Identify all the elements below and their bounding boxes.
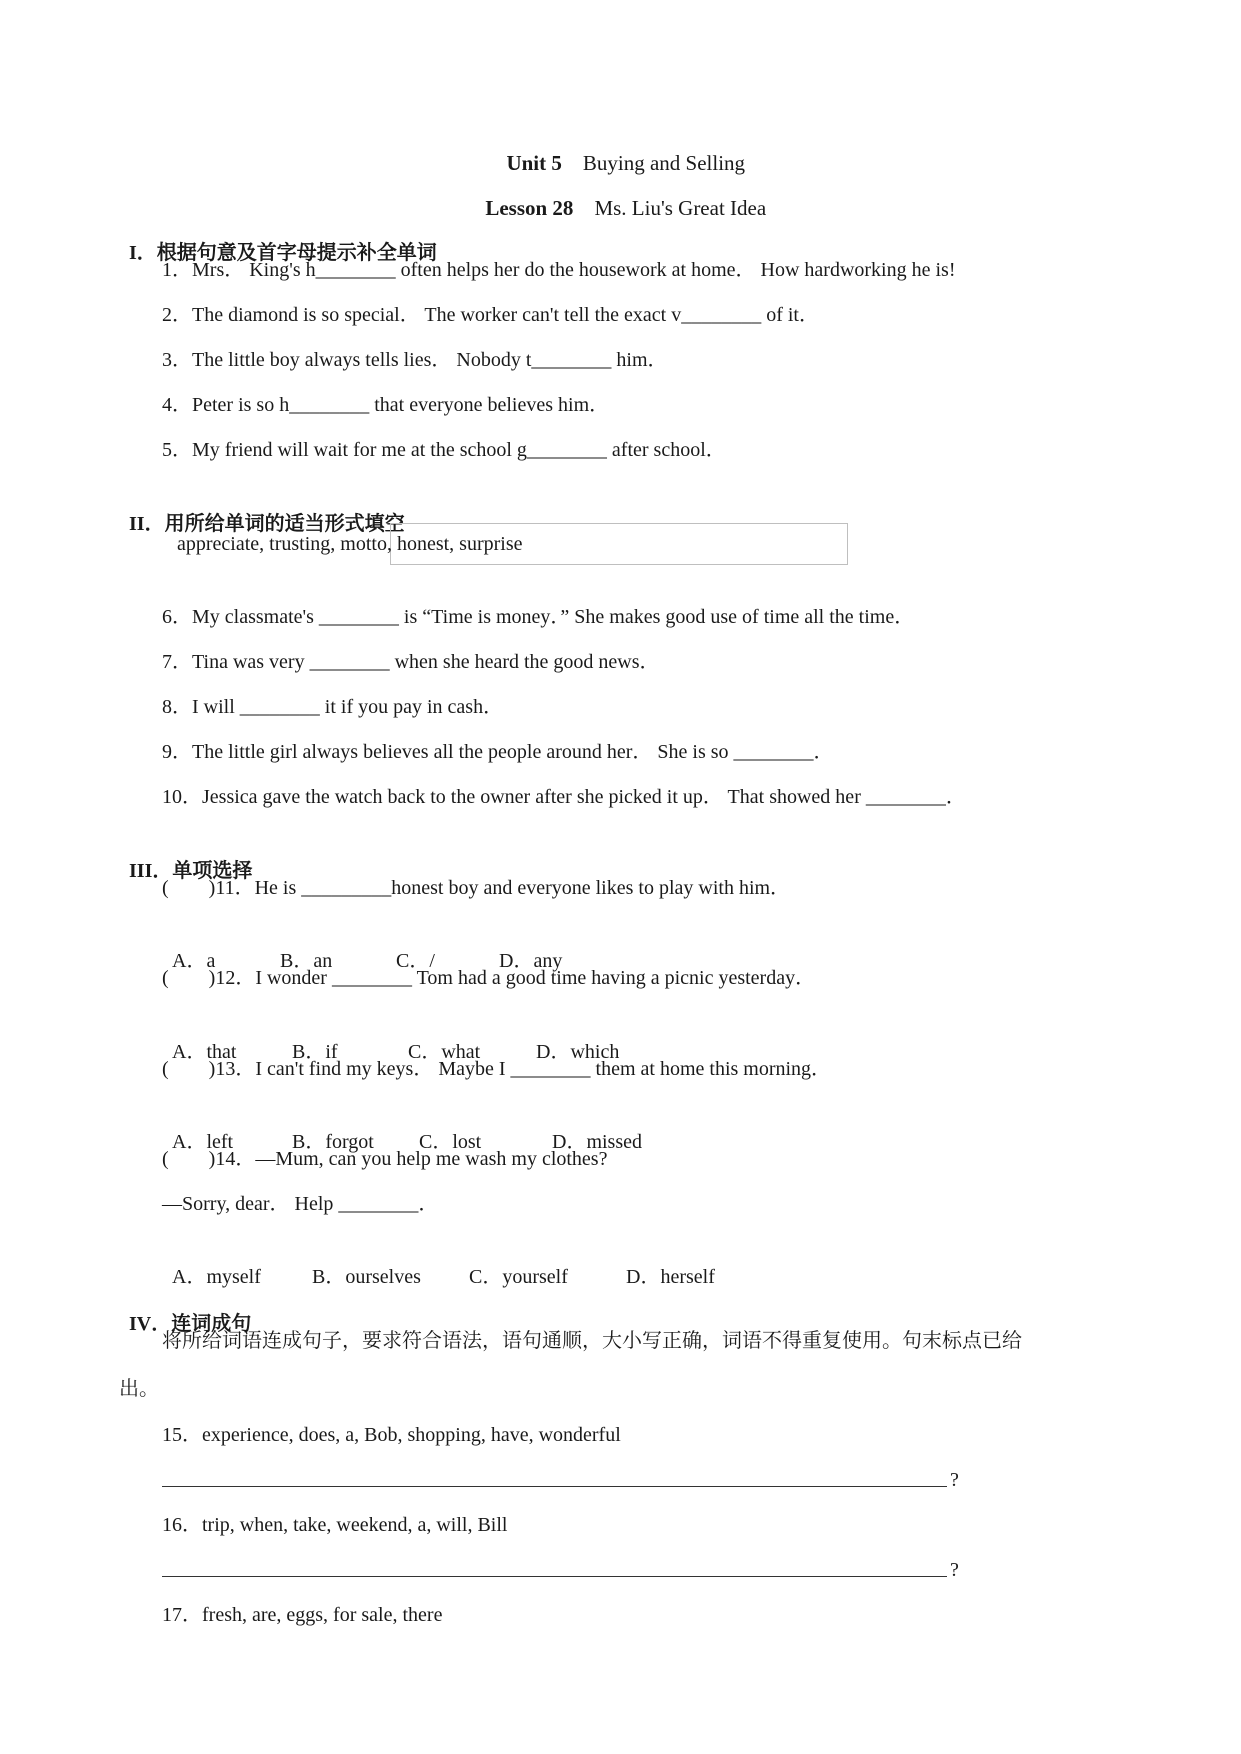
section-2-numeral: II． xyxy=(129,513,165,535)
option-b: B．forgot xyxy=(292,1131,374,1153)
option-c: C．what xyxy=(408,1041,481,1063)
option-a: A．that xyxy=(172,1041,237,1063)
option-a: A．myself xyxy=(172,1266,261,1288)
option-d: D．which xyxy=(536,1041,620,1063)
option-d: D．any xyxy=(499,950,563,972)
lesson-name: Ms. Liu's Great Idea xyxy=(594,196,767,220)
question-13: ( )13．I can't find my keys． Maybe I ________ them at home this morning． xyxy=(162,1058,832,1080)
option-b: B．an xyxy=(280,950,333,972)
option-c: C．yourself xyxy=(469,1266,568,1288)
option-c: C．/ xyxy=(396,950,435,972)
section-3-title: 单项选择 xyxy=(172,858,253,882)
unit-label: Unit 5 xyxy=(506,151,562,175)
instruction-line-2: 出。 xyxy=(119,1376,159,1400)
question-5: 5．My friend will wait for me at the school g________ after school． xyxy=(162,439,726,461)
word-bank: appreciate, trusting, motto, honest, surprise xyxy=(177,533,523,555)
section-2-title: 用所给单词的适当形式填空 xyxy=(164,511,405,535)
lesson-label: Lesson 28 xyxy=(485,196,574,220)
option-a: A．a xyxy=(172,950,216,972)
question-2: 2．The diamond is so special． The worker can't tell the exact v________ of it． xyxy=(162,304,819,326)
option-d: D．herself xyxy=(626,1266,715,1288)
question-8: 8．I will ________ it if you pay in cash． xyxy=(162,696,504,718)
question-6: 6．My classmate's ________ is “Time is money．” She makes good use of time all the time． xyxy=(162,606,915,628)
question-15: 15．experience, does, a, Bob, shopping, have, wonderful xyxy=(162,1424,621,1446)
option-b: B．ourselves xyxy=(312,1266,421,1288)
option-d: D．missed xyxy=(552,1131,642,1153)
question-16: 16．trip, when, take, weekend, a, will, Bill xyxy=(162,1514,508,1536)
question-14-reply: —Sorry, dear． Help ________． xyxy=(162,1193,439,1215)
question-14: ( )14．—Mum, can you help me wash my clothes? xyxy=(162,1148,608,1170)
end-mark-15: ? xyxy=(950,1469,959,1491)
instruction-line-1: 将所给词语连成句子，要求符合语法，语句通顺，大小写正确，词语不得重复使用。句末标点已给 xyxy=(162,1328,1022,1352)
end-mark-16: ? xyxy=(950,1559,959,1581)
question-10: 10．Jessica gave the watch back to the owner after she picked it up． That showed her ________． xyxy=(162,786,966,808)
option-b: B．if xyxy=(292,1041,338,1063)
option-a: A．left xyxy=(172,1131,234,1153)
question-12: ( )12．I wonder ________ Tom had a good time having a picnic yesterday． xyxy=(162,967,816,989)
section-4-title: 连词成句 xyxy=(171,1311,252,1335)
question-11: ( )11．He is _________honest boy and everyone likes to play with him． xyxy=(162,877,791,899)
section-4-numeral: IV． xyxy=(129,1313,172,1335)
question-4: 4．Peter is so h________ that everyone believes him． xyxy=(162,394,610,416)
question-3: 3．The little boy always tells lies． Nobody t________ him． xyxy=(162,349,668,371)
question-1: 1．Mrs． King's h________ often helps her do the housework at home． How hardworking he is! xyxy=(162,259,956,281)
option-c: C．lost xyxy=(419,1131,482,1153)
unit-name: Buying and Selling xyxy=(582,151,746,175)
answer-line-15 xyxy=(162,1486,947,1487)
section-1-numeral: I． xyxy=(129,242,157,264)
question-7: 7．Tina was very ________ when she heard the good news． xyxy=(162,651,660,673)
answer-line-16 xyxy=(162,1576,947,1577)
section-1-title: 根据句意及首字母提示补全单词 xyxy=(156,240,437,264)
question-17: 17．fresh, are, eggs, for sale, there xyxy=(162,1604,443,1626)
section-3-numeral: III． xyxy=(129,860,173,882)
question-9: 9．The little girl always believes all the people around her． She is so ________． xyxy=(162,741,834,763)
